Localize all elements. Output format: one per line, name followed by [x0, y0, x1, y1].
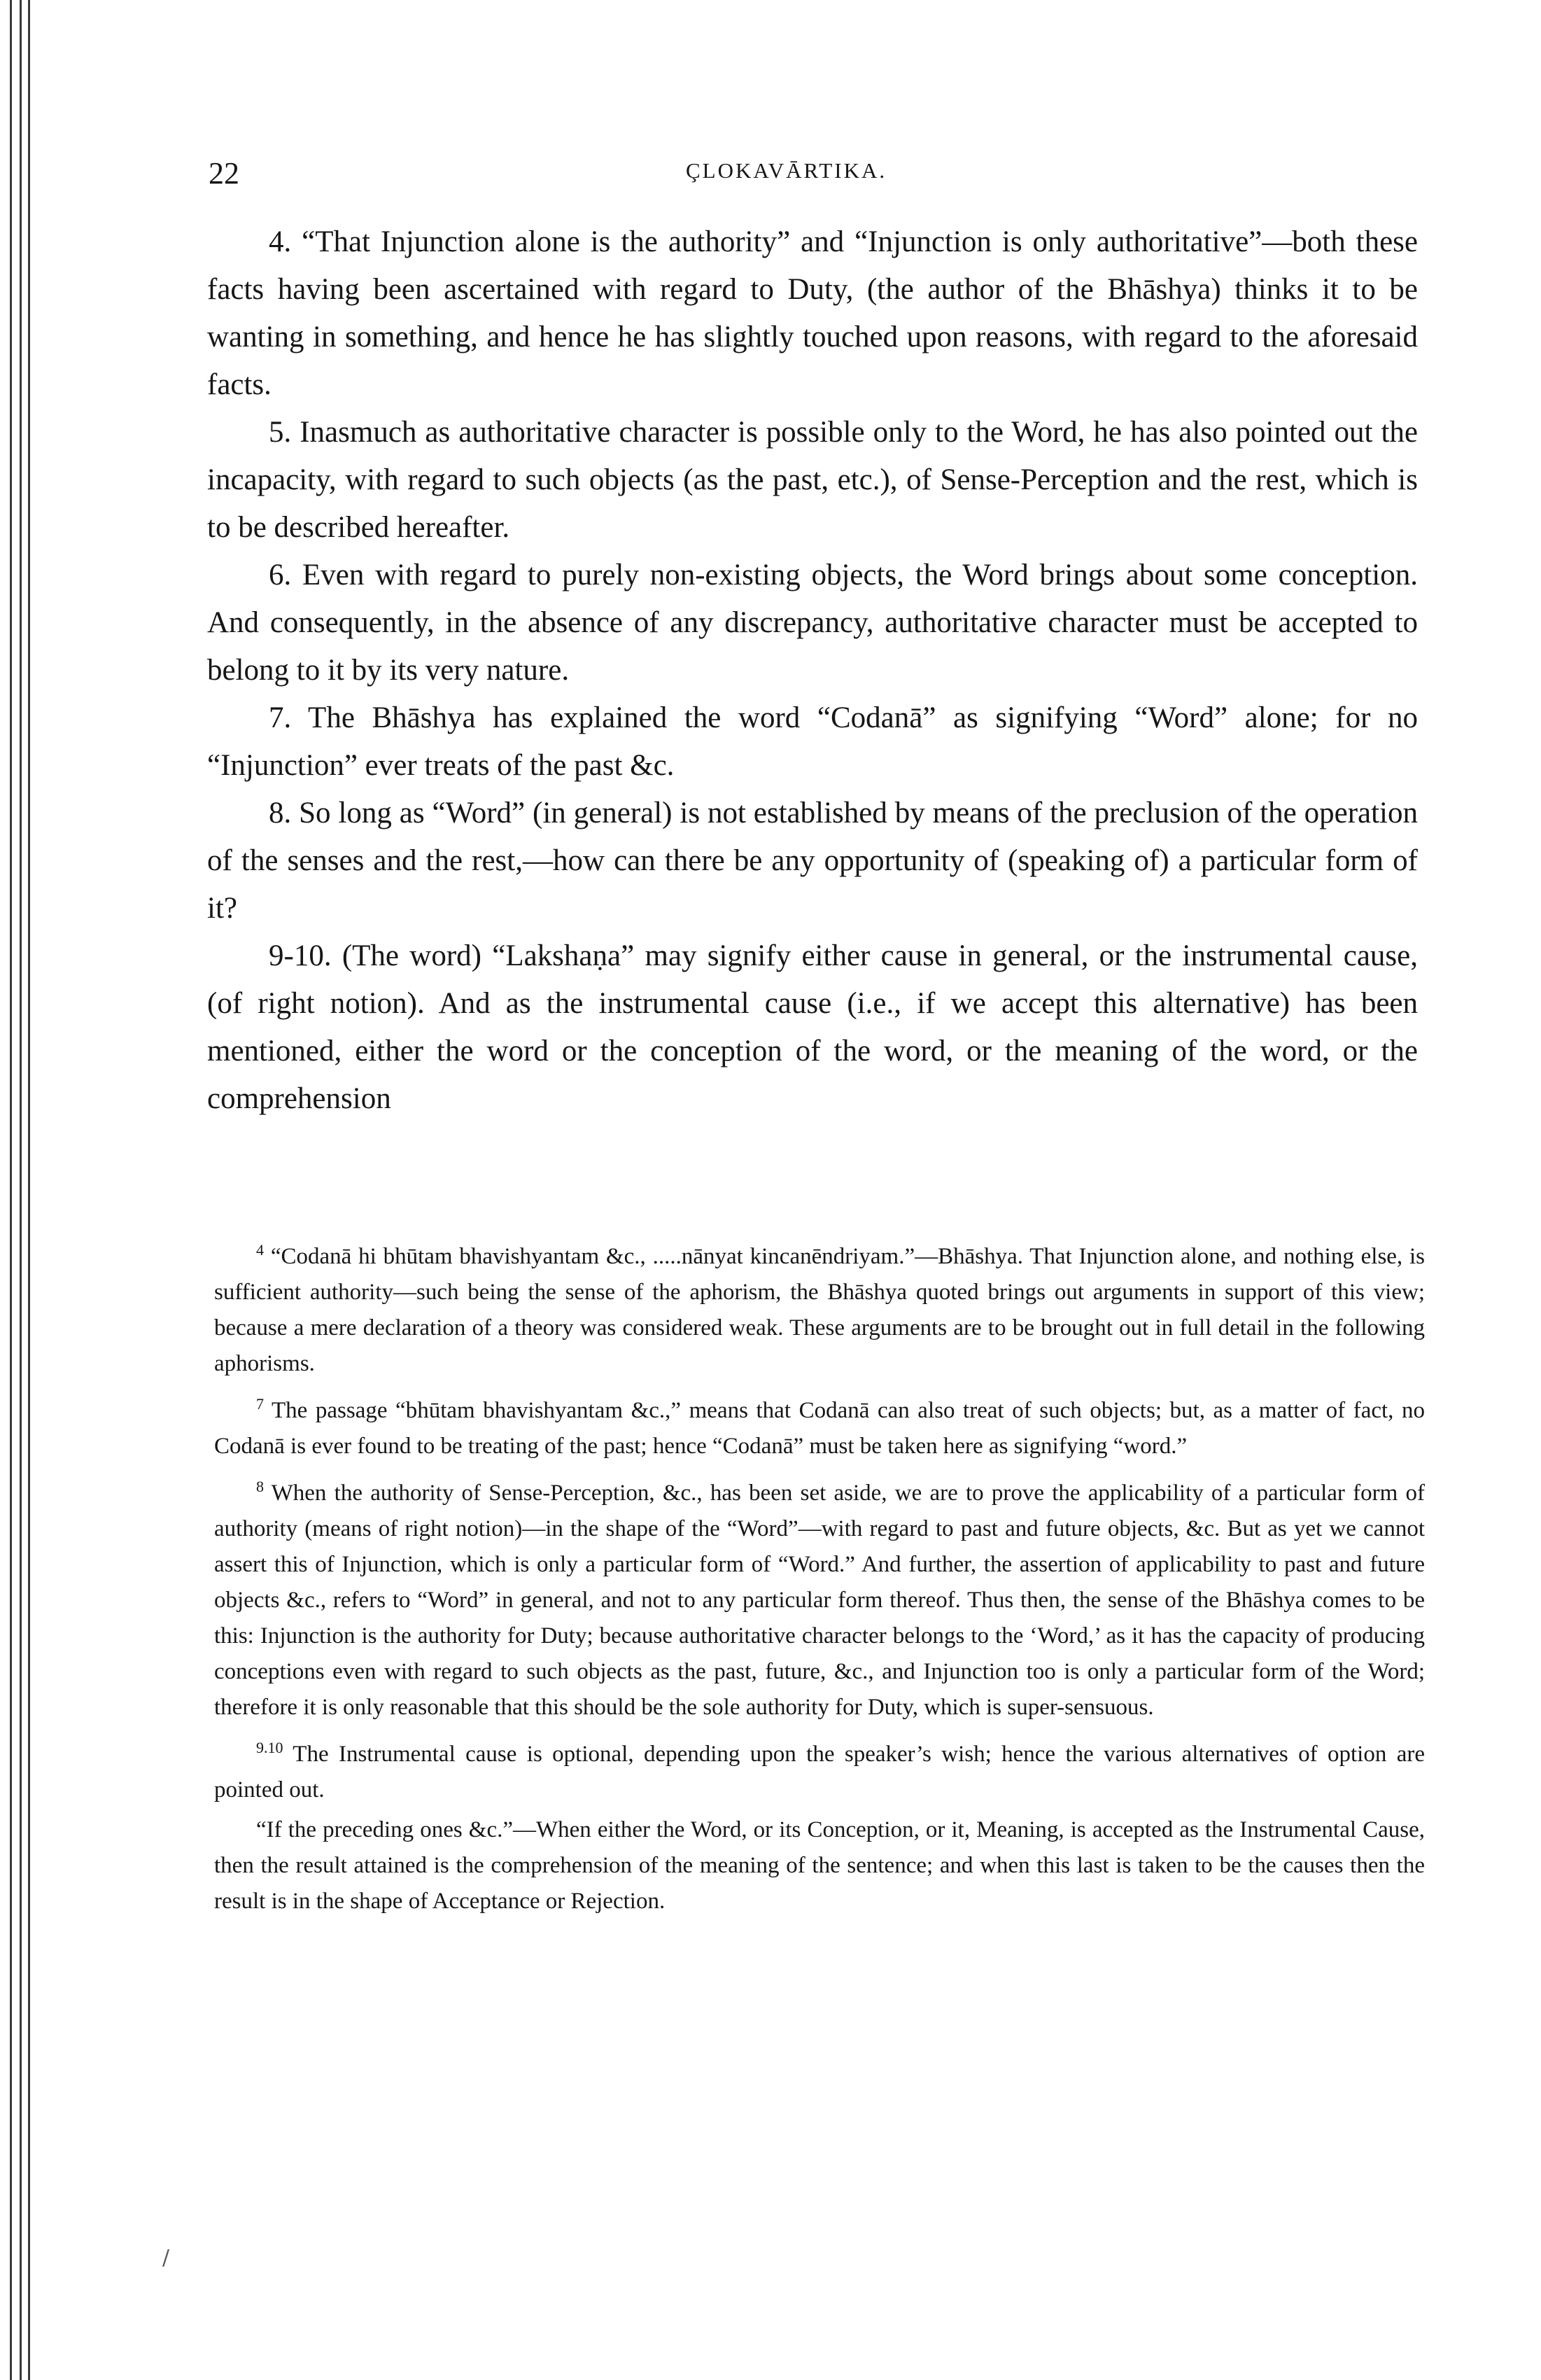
footnote-text: “Codanā hi bhūtam bhavishyantam &c., .....nānyat kincanēndriyam.”—Bhāshya. That Injunction alone, and nothing else, is sufficient authority—such being the sense of the aphorism, the Bhāshya quoted brings out arguments in support of this view; because a mere declaration of a theory was considered weak. These arguments are to be brought out in full detail in the following aphorisms. — [214, 1244, 1426, 1376]
footnote-9-10 — [214, 1730, 1425, 1808]
binding-line — [20, 0, 22, 2380]
footnote-text: The passage “bhūtam bhavishyantam &c.,” means that Codanā can also treat of such objects; but, as a matter of fact, no Codanā is ever found to be treating of the past; hence “Codanā” must be taken here as signifying “word.” — [214, 1398, 1425, 1459]
footnote-marker: 4 — [256, 1241, 264, 1259]
footnote-marker: 8 — [256, 1478, 264, 1495]
footnote-4 — [214, 1232, 1425, 1382]
footnote-marker: 7 — [256, 1395, 264, 1413]
paragraph-9-10: 9-10. (The word) “Lakshaṇa” may signify either cause in general, or the instrumental cause, (of right notion). And as the instrumental cause (i.e., if we accept this alternative) has been mentioned, either the word or the conception of the word, or the meaning of the word, or the comprehension — [207, 939, 1418, 1115]
main-text — [207, 218, 1418, 1123]
footnote-text: The Instrumental cause is optional, depending upon the speaker’s wish; hence the various alternatives of option are pointed out. — [214, 1742, 1425, 1802]
stray-mark: / — [162, 2246, 170, 2270]
paragraph-8: 8. So long as “Word” (in general) is not established by means of the preclusion of the operation of the senses and the rest,—how can there be any opportunity of (speaking of) a particular form of it? — [207, 797, 1418, 925]
binding-line — [10, 0, 12, 2380]
footnote-8 — [214, 1469, 1425, 1726]
footnotes — [214, 1232, 1425, 1924]
paragraph-7: 7. The Bhāshya has explained the word “Codanā” as signifying “Word” alone; for no “Injunction” ever treats of the past &c. — [207, 701, 1418, 782]
binding-line — [28, 0, 30, 2380]
footnote-7 — [214, 1386, 1425, 1464]
footnote-text: When the authority of Sense-Perception, &c., has been set aside, we are to prove the applicability of a particular form of authority (means of right notion)—in the shape of the “Word”—with regard to past and future objects, &c. But as yet we cannot assert this of Injunction, which is only a particular form of “Word.” And further, the assertion of applicability to past and future objects &c., refers to “Word” in general, and not to any particular form thereof. Thus then, the sense of the Bhāshya comes to be this: Injunction is the authority for Duty; because authoritative character belongs to the ‘Word,’ as it has the capacity of producing conceptions even with regard to such objects as the past, future, &c., and Injunction too is only a particular form of the Word; therefore it is only reasonable that this should be the sole authority for Duty, which is super-sensuous. — [214, 1480, 1426, 1720]
footnote-marker: 9.10 — [256, 1739, 283, 1756]
running-head: ÇLOKAVĀRTIKA. — [686, 158, 887, 183]
paragraph-4: 4. “That Injunction alone is the authority” and “Injunction is only authoritative”—both these facts having been ascertained with regard to Duty, (the author of the Bhāshya) thinks it to be wanting in something, and hence he has slightly touched upon reasons, with regard to the aforesaid facts. — [207, 225, 1418, 401]
paragraph-5: 5. Inasmuch as authoritative character is possible only to the Word, he has also pointed out the incapacity, with regard to such objects (as the past, etc.), of Sense-Perception and the rest, which is to be described hereafter. — [207, 416, 1418, 544]
page-number: 22 — [209, 156, 239, 190]
paragraph-6: 6. Even with regard to purely non-existing objects, the Word brings about some conception. And consequently, in the absence of any discrepancy, authoritative character must be accepted to belong to it by its very nature. — [207, 559, 1418, 687]
footnote-9-10-continued: “If the preceding ones &c.”—When either the Word, or its Conception, or it, Meaning, is accepted as the Instrumental Cause, then the result attained is the comprehension of the meaning of the sentence; and when this last is taken to be the causes then the result is in the shape of Acceptance or Rejection. — [214, 1817, 1425, 1914]
